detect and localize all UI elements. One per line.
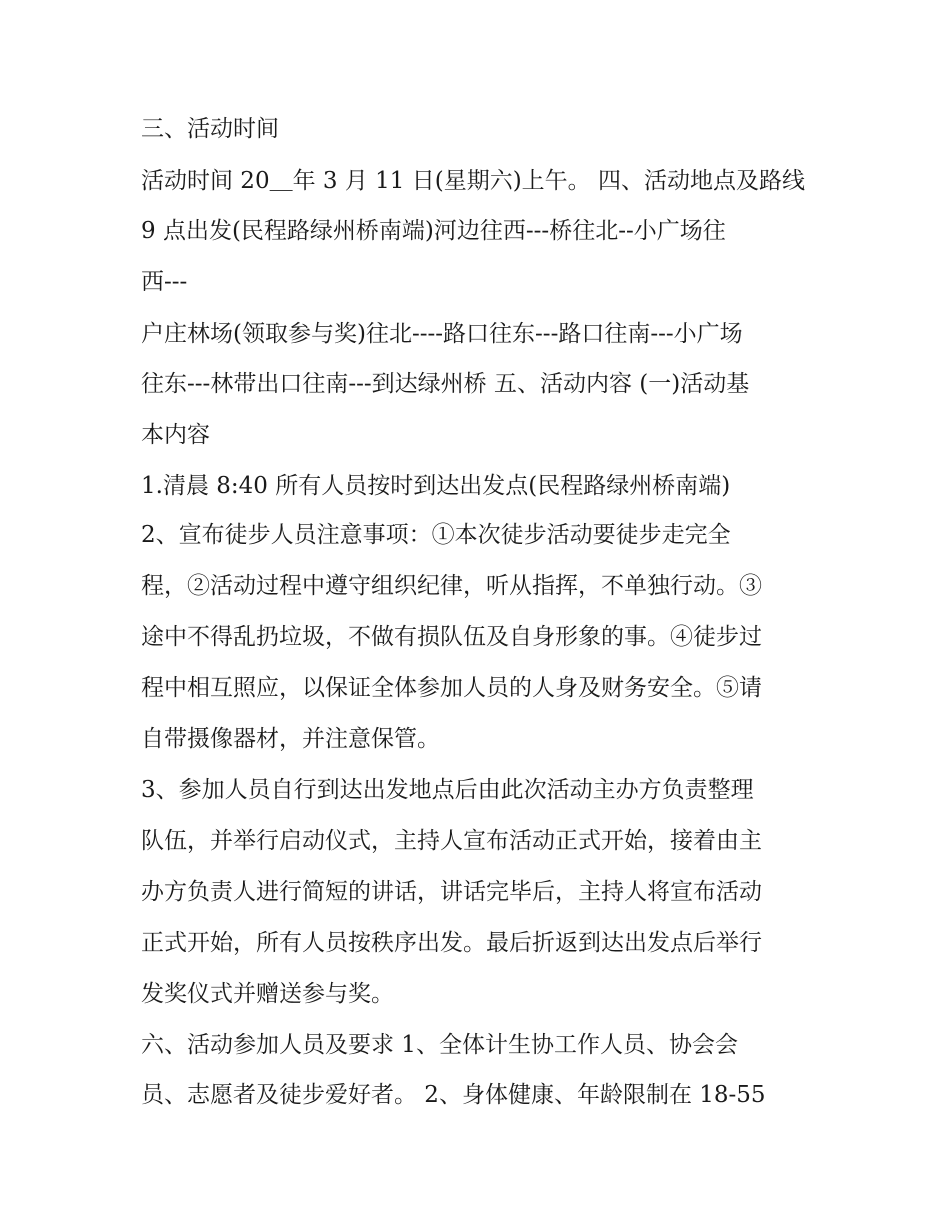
- text-line: 程中相互照应，以保证全体参加人员的人身及财务安全。⑤请: [141, 675, 762, 701]
- text-line: 1.清晨 8:40 所有人员按时到达出发点(民程路绿州桥南端): [141, 473, 731, 499]
- text-line: 正式开始，所有人员按秩序出发。最后折返到达出发点后举行: [141, 930, 762, 956]
- text-line: 户庄林场(领取参与奖)往北----路口往东---路口往南---小广场: [141, 321, 743, 347]
- text-line: 发奖仪式并赠送参与奖。: [141, 981, 394, 1007]
- text-line: 3、参加人员自行到达出发地点后由此次活动主办方负责整理: [141, 777, 754, 803]
- text-line: 往东---林带出口往南---到达绿州桥 五、活动内容 (一)活动基: [141, 371, 750, 397]
- text-line: 三、活动时间: [141, 116, 279, 142]
- text-line: 自带摄像器材，并注意保管。: [141, 726, 440, 752]
- text-line: 2、宣布徒步人员注意事项：①本次徒步活动要徒步走完全: [141, 522, 731, 548]
- text-line: 9 点出发(民程路绿州桥南端)河边往西---桥往北--小广场往: [141, 218, 726, 244]
- text-line: 程，②活动过程中遵守组织纪律，听从指挥，不单独行动。③: [141, 573, 762, 599]
- text-line: 西---: [141, 269, 188, 295]
- text-line: 六、活动参加人员及要求 1、全体计生协工作人员、协会会: [141, 1032, 738, 1058]
- text-line: 途中不得乱扔垃圾，不做有损队伍及自身形象的事。④徒步过: [141, 624, 762, 650]
- text-line: 活动时间 20＿年 3 月 11 日(星期六)上午。 四、活动地点及路线: [141, 168, 805, 194]
- text-line: 队伍，并举行启动仪式，主持人宣布活动正式开始，接着由主: [141, 828, 762, 854]
- text-line: 员、志愿者及徒步爱好者。 2、身体健康、年龄限制在 18-55: [141, 1082, 766, 1108]
- text-line: 本内容: [141, 422, 210, 448]
- text-line: 办方负责人进行简短的讲话，讲话完毕后，主持人将宣布活动: [141, 879, 762, 905]
